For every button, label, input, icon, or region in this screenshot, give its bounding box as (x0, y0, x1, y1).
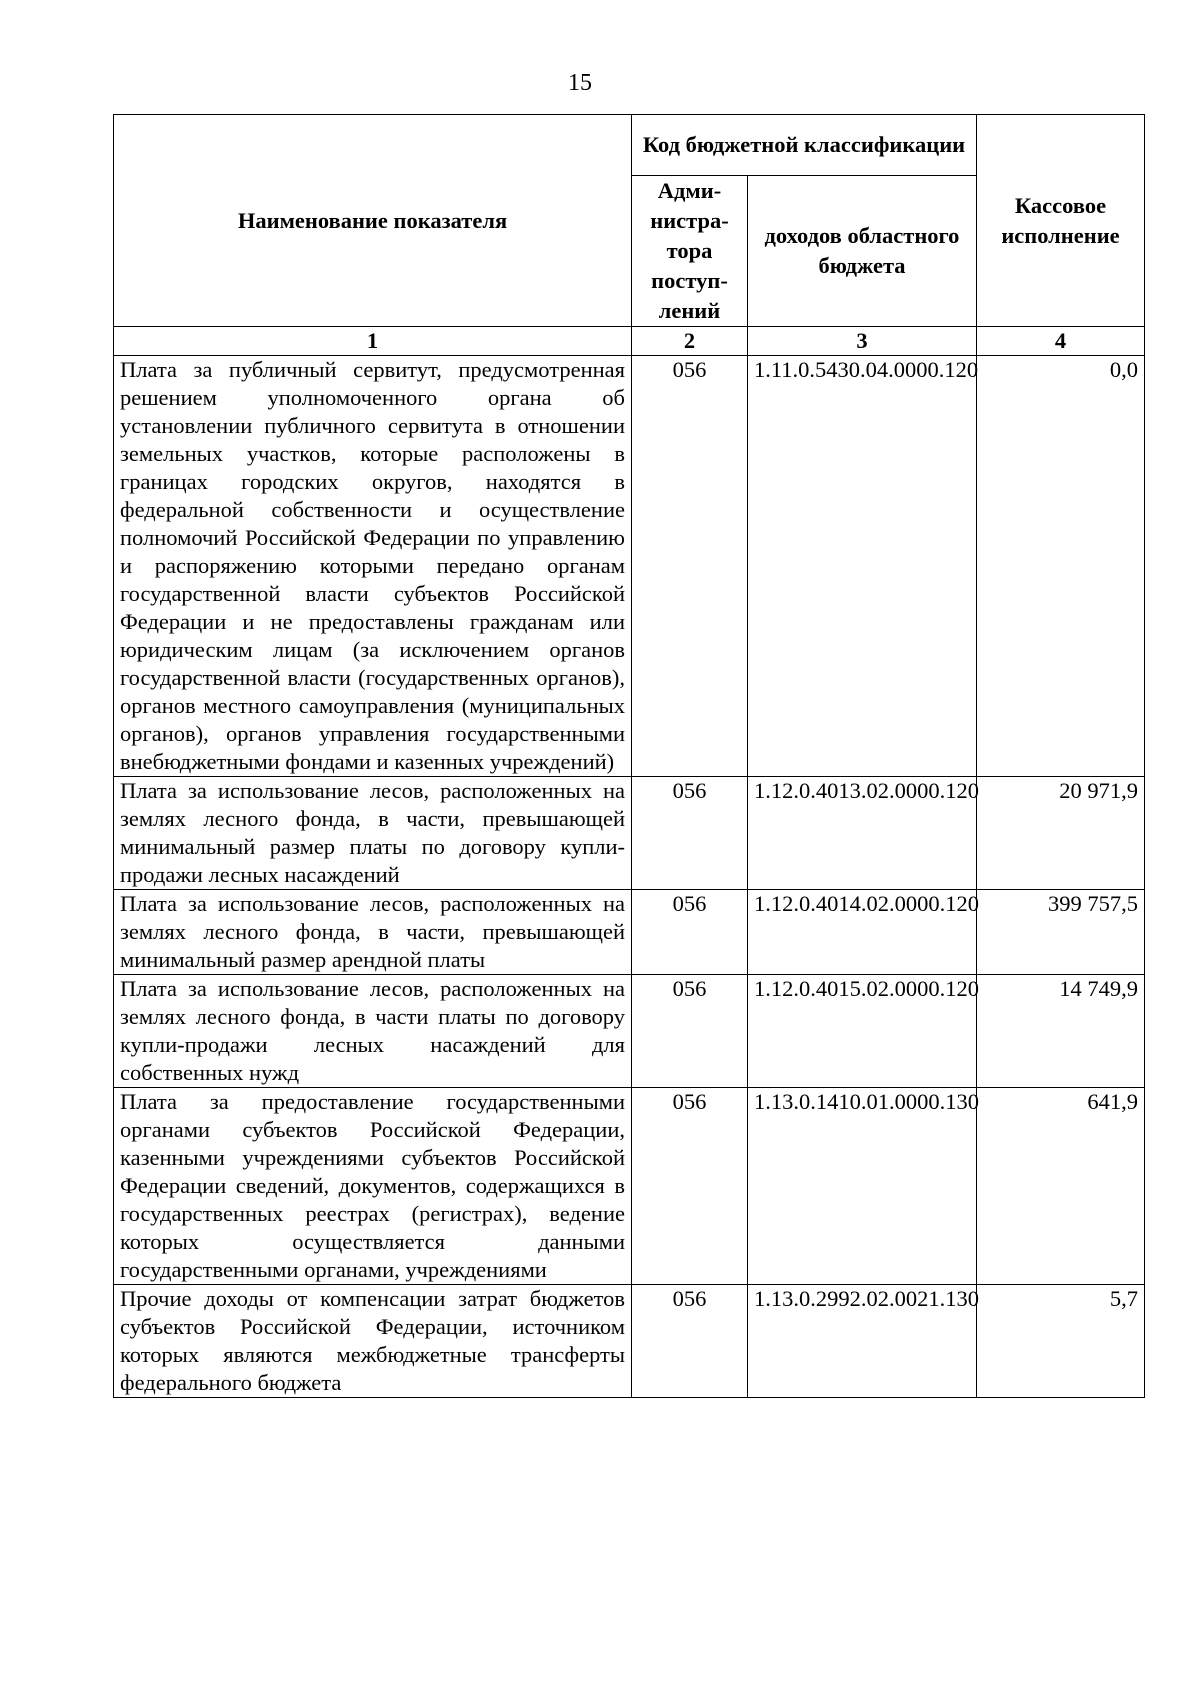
cash-execution-amount: 5,7 (977, 1285, 1145, 1398)
table-row (114, 777, 1145, 890)
administrator-code: 056 (632, 890, 748, 975)
indicator-name: Плата за публичный сервитут, предусмотренная решением уполномоченного органа об установлении публичного сервитута в отношении земельных участков, которые расположены в границах городских округов, находятся в федеральной собственности и осуществление полномочий Российской Федерации по управлению и распоряжению которыми передано органам государственной власти субъектов Российской Федерации и не предоставлены гражданам или юридическим лицам (за исключением органов государственной власти (государственных органов), органов местного самоуправления (муниципальных органов), органов управления государственными внебюджетными фондами и казенных учреждений) (114, 356, 632, 777)
indicator-name: Плата за использование лесов, расположенных на землях лесного фонда, в части платы по договору купли-продажи лесных насаждений для собственных нужд (114, 975, 632, 1088)
column-number-1: 1 (114, 327, 632, 356)
revenue-code: 1.13.0.2992.02.0021.130 (748, 1285, 977, 1398)
column-number-3: 3 (748, 327, 977, 356)
cash-execution-amount: 20 971,9 (977, 777, 1145, 890)
revenue-code: 1.12.0.4014.02.0000.120 (748, 890, 977, 975)
cash-execution-amount: 0,0 (977, 356, 1145, 777)
header-indicator-name: Наименование показателя (114, 115, 632, 327)
cash-execution-amount: 14 749,9 (977, 975, 1145, 1088)
header-cash-execution: Кассовое исполнение (977, 115, 1145, 327)
revenue-code: 1.13.0.1410.01.0000.130 (748, 1088, 977, 1285)
indicator-name: Плата за предоставление государственными органами субъектов Российской Федерации, казенными учреждениями субъектов Российской Федерации сведений, документов, содержащихся в государственных реестрах (регистрах), ведение которых осуществляется данными государственными органами, учреждениями (114, 1088, 632, 1285)
header-regional-revenue: доходов областного бюджета (748, 176, 977, 327)
table-row (114, 1088, 1145, 1285)
page-number: 15 (568, 70, 592, 96)
administrator-code: 056 (632, 1285, 748, 1398)
header-budget-code: Код бюджетной классификации (632, 115, 977, 176)
cash-execution-amount: 399 757,5 (977, 890, 1145, 975)
table-row (114, 890, 1145, 975)
indicator-name: Плата за использование лесов, расположенных на землях лесного фонда, в части, превышающей минимальный размер арендной платы (114, 890, 632, 975)
revenue-code: 1.12.0.4013.02.0000.120 (748, 777, 977, 890)
table-row (114, 975, 1145, 1088)
administrator-code: 056 (632, 777, 748, 890)
header-revenue-administrator: Адми-нистра-тора поступ-лений (632, 176, 748, 327)
cash-execution-amount: 641,9 (977, 1088, 1145, 1285)
table-row (114, 1285, 1145, 1398)
revenue-table (113, 114, 1145, 1398)
table-row (114, 356, 1145, 777)
administrator-code: 056 (632, 1088, 748, 1285)
column-number-4: 4 (977, 327, 1145, 356)
column-number-2: 2 (632, 327, 748, 356)
administrator-code: 056 (632, 356, 748, 777)
indicator-name: Прочие доходы от компенсации затрат бюджетов субъектов Российской Федерации, источником которых являются межбюджетные трансферты федерального бюджета (114, 1285, 632, 1398)
indicator-name: Плата за использование лесов, расположенных на землях лесного фонда, в части, превышающей минимальный размер платы по договору купли-продажи лесных насаждений (114, 777, 632, 890)
revenue-code: 1.11.0.5430.04.0000.120 (748, 356, 977, 777)
revenue-code: 1.12.0.4015.02.0000.120 (748, 975, 977, 1088)
administrator-code: 056 (632, 975, 748, 1088)
